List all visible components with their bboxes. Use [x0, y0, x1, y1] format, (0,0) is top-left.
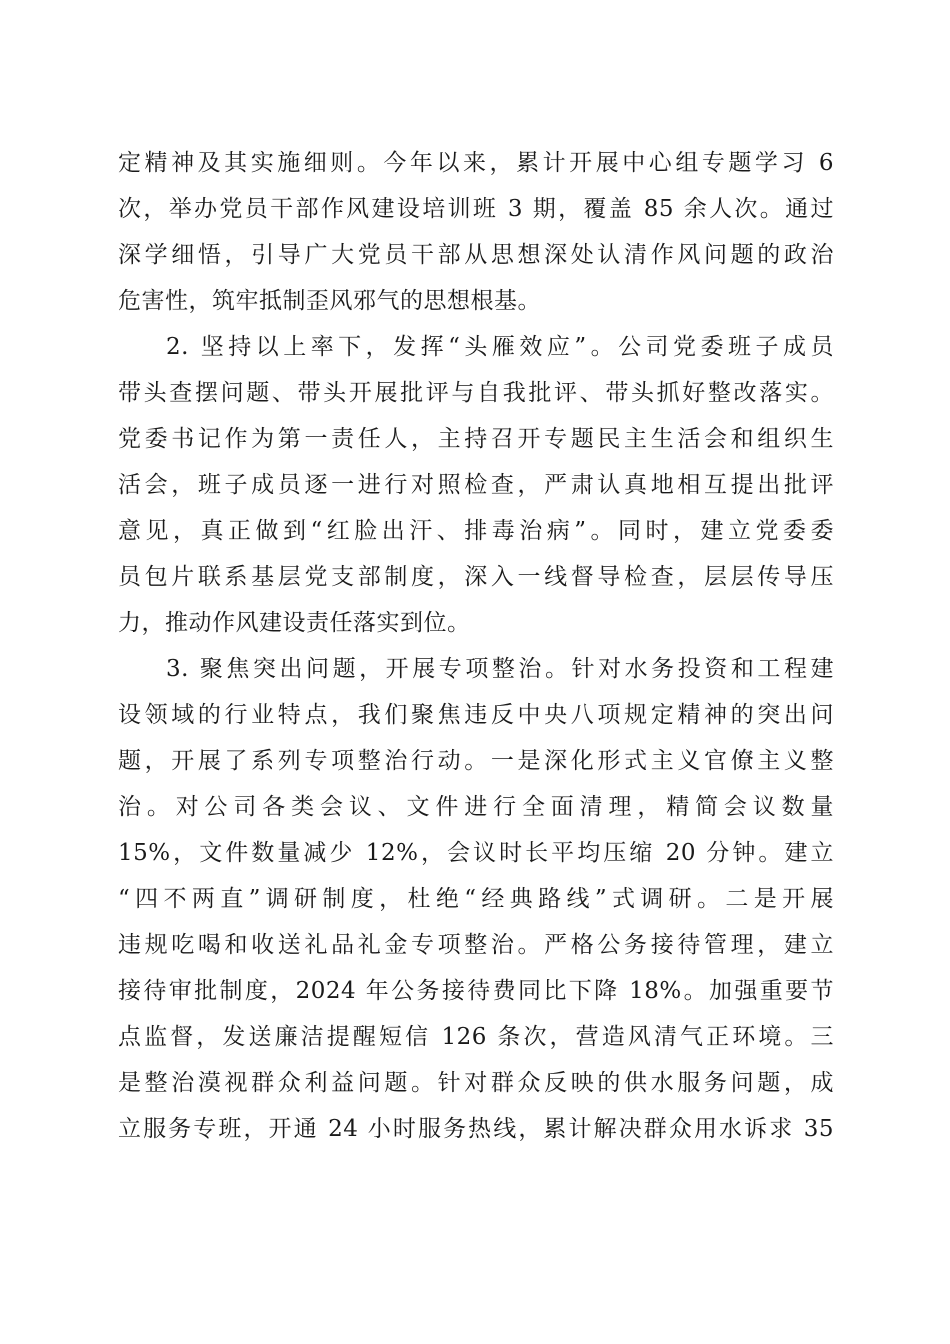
- text-line: 力，推动作风建设责任落实到位。: [118, 610, 471, 636]
- text-line: 立服务专班，开通 24 小时服务热线，累计解决群众用水诉求 35: [118, 1116, 834, 1142]
- text-line: 15%，文件数量减少 12%，会议时长平均压缩 20 分钟。建立: [118, 840, 834, 866]
- paragraph-heading-2: 2. 坚持以上率下，发挥“头雁效应”。公司党委班子成员: [166, 334, 834, 360]
- paragraph-heading-3: 3. 聚焦突出问题，开展专项整治。针对水务投资和工程建: [166, 656, 834, 682]
- text-line: 接待审批制度，2024 年公务接待费同比下降 18%。加强重要节: [118, 978, 834, 1004]
- text-line: “四不两直”调研制度，杜绝“经典路线”式调研。二是开展: [118, 886, 834, 912]
- text-line: 带头查摆问题、带头开展批评与自我批评、带头抓好整改落实。: [118, 380, 834, 406]
- text-line: 是整治漠视群众利益问题。针对群众反映的供水服务问题，成: [118, 1070, 834, 1096]
- text-line: 题，开展了系列专项整治行动。一是深化形式主义官僚主义整: [118, 748, 834, 774]
- text-line: 危害性，筑牢抵制歪风邪气的思想根基。: [118, 288, 541, 314]
- text-line: 点监督，发送廉洁提醒短信 126 条次，营造风清气正环境。三: [118, 1024, 834, 1050]
- text-line: 治。对公司各类会议、文件进行全面清理，精简会议数量: [118, 794, 834, 820]
- text-line: 违规吃喝和收送礼品礼金专项整治。严格公务接待管理，建立: [118, 932, 834, 958]
- text-line: 党委书记作为第一责任人，主持召开专题民主生活会和组织生: [118, 426, 834, 452]
- text-line: 意见，真正做到“红脸出汗、排毒治病”。同时，建立党委委: [118, 518, 834, 544]
- text-line: 员包片联系基层党支部制度，深入一线督导检查，层层传导压: [118, 564, 834, 590]
- text-line: 定精神及其实施细则。今年以来，累计开展中心组专题学习 6: [118, 150, 834, 176]
- text-line: 活会，班子成员逐一进行对照检查，严肃认真地相互提出批评: [118, 472, 834, 498]
- text-line: 深学细悟，引导广大党员干部从思想深处认清作风问题的政治: [118, 242, 834, 268]
- text-line: 设领域的行业特点，我们聚焦违反中央八项规定精神的突出问: [118, 702, 834, 728]
- text-line: 次，举办党员干部作风建设培训班 3 期，覆盖 85 余人次。通过: [118, 196, 834, 222]
